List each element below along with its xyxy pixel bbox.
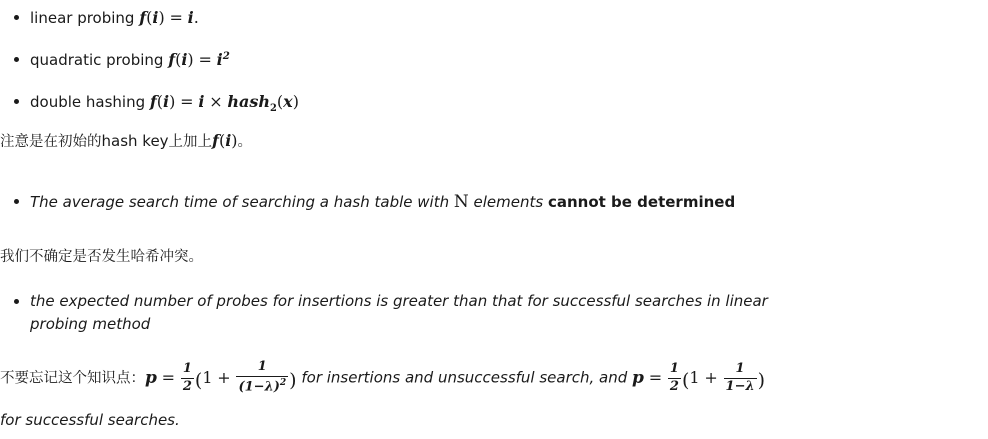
expected-probes-line2: probing method	[30, 314, 151, 333]
average-search-bold: cannot be determined	[547, 193, 736, 211]
note-3-formula-2: p = $\frac{1}{2}$ (1 + $\frac{1}{1-\lambda}$ )	[632, 361, 766, 394]
average-search-part2: elements	[468, 193, 548, 211]
note-chinese-1	[0, 128, 960, 154]
note-1-suffix: 上加上	[168, 134, 213, 150]
note-3-mid: for insertions and unsuccessful search, and	[296, 368, 633, 387]
note-1-mid: hash key	[101, 132, 169, 150]
note-3-line2: for successful searches.	[0, 411, 180, 429]
linear-probing-text: linear probing	[30, 9, 140, 27]
note-3-second-line	[0, 408, 960, 432]
bullet-list-average-search	[0, 190, 960, 216]
average-search-part1: The average search time of searching a hash table with	[30, 193, 454, 211]
note-1-prefix: 注意是在初始的	[0, 134, 102, 150]
list-item-quadratic-probing	[0, 48, 960, 72]
list-item-linear-probing	[0, 6, 960, 30]
bullet-list-expected-probes	[0, 290, 960, 335]
note-chinese-2	[0, 244, 960, 269]
expected-probes-line1: the expected number of probes for insertions is greater than that for successful searches in linear	[30, 292, 768, 310]
quadratic-probing-text: quadratic probing	[30, 51, 169, 69]
double-hashing-text: double hashing	[30, 93, 150, 111]
quadratic-probing-formula: $f(i) = i^2$	[168, 50, 230, 69]
double-hashing-formula: f(i) = i × hash$_2$(x)	[149, 92, 299, 114]
note-chinese-3	[0, 360, 970, 396]
note-3-formula-1: p = $\frac{1}{2}$ (1 + $\frac{1}{(1-\lambda)^2}$ )	[145, 359, 297, 394]
linear-probing-formula: f(i) = i.	[139, 8, 199, 27]
list-item-double-hashing	[0, 90, 960, 117]
note-1-end: 。	[237, 134, 253, 150]
list-item-average-search-time	[0, 190, 960, 216]
bullet-list-probing	[0, 6, 960, 117]
list-item-expected-probes	[0, 290, 960, 335]
average-search-var: N	[453, 192, 469, 212]
note-2-text: 我们不确定是否发生哈希冲突。	[0, 249, 203, 265]
note-3-prefix: 不要忘记这个知识点：	[0, 370, 145, 387]
note-1-formula: f(i)	[212, 131, 238, 150]
